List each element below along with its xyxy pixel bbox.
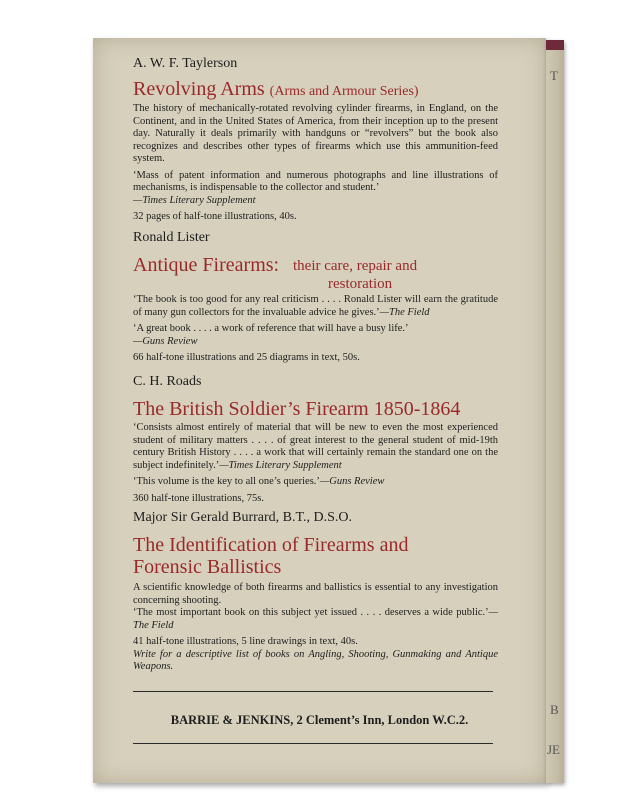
review-quote xyxy=(133,170,498,208)
review-text: ‘Consists almost entirely of material that will be new to even the most experienced student of military matters . . . . of great interest to the general student of mid-19th century British History . . . . a work that will certainly remain the standard one on the subject indefinitely.’ xyxy=(133,422,498,471)
book-details: 360 half-tone illustrations, 75s. xyxy=(133,492,264,504)
review-quote xyxy=(133,323,498,348)
spine-letter: T xyxy=(550,68,558,83)
divider-rule xyxy=(133,691,493,692)
review-source: —Times Literary Supplement xyxy=(133,194,256,206)
spine-letter: JE xyxy=(547,742,560,757)
author-name: Major Sir Gerald Burrard, B.T., D.S.O. xyxy=(133,510,353,525)
book-title-main: Antique Firearms: xyxy=(133,254,280,276)
book-details: 66 half-tone illustrations and 25 diagrams in text, 50s. xyxy=(133,352,360,363)
review-text: ‘This volume is the key to all one’s queries.’ xyxy=(133,476,320,487)
book-jacket-back xyxy=(93,38,546,783)
book-subtitle-line1: their care, repair and xyxy=(293,258,418,274)
review-source: —Guns Review xyxy=(319,476,385,487)
review-quote xyxy=(133,476,498,489)
author-name: Ronald Lister xyxy=(133,230,210,245)
spine-letter: B xyxy=(550,702,559,717)
book-title xyxy=(133,78,498,103)
review-text: ‘A great book . . . . a work of reference that will have a busy life.’ xyxy=(133,323,409,334)
author-name: A. W. F. Taylerson xyxy=(133,56,238,71)
catalogue-note: Write for a descriptive list of books on Angling, Shooting, Gunmaking and Antique Weapons. xyxy=(133,648,498,672)
review-source: —Guns Review xyxy=(133,335,198,347)
book-entry-british-soldiers-firearm xyxy=(133,374,498,505)
book-title-line1: The Identification of Firearms and xyxy=(133,534,409,556)
book-title xyxy=(133,254,498,294)
review-text: ‘The most important book on this subject yet issued . . . . deserves a wide public.’ xyxy=(133,607,489,618)
review-quote xyxy=(133,607,498,632)
book-title xyxy=(133,534,498,578)
publisher-imprint: BARRIE & JENKINS, 2 Clement’s Inn, London W.C.2. xyxy=(170,713,469,727)
review-source: —The Field xyxy=(133,607,498,631)
book-title-main: Revolving Arms xyxy=(133,78,265,100)
review-source: —Times Literary Supplement xyxy=(219,459,342,471)
author-name: C. H. Roads xyxy=(133,374,202,389)
book-spine-edge xyxy=(546,40,564,783)
divider-rule xyxy=(133,743,493,744)
book-entry-revolving-arms xyxy=(133,56,498,224)
book-title: The British Soldier’s Firearm 1850-1864 xyxy=(133,398,461,420)
book-entry-identification-of-firearms xyxy=(133,510,498,674)
spine-top-band xyxy=(546,40,564,50)
book-details: 32 pages of half-tone illustrations, 40s. xyxy=(133,211,297,222)
book-subtitle-line2: restoration xyxy=(328,276,393,292)
review-quote xyxy=(133,422,498,472)
book-title-line2: Forensic Ballistics xyxy=(133,556,282,578)
book-entry-antique-firearms xyxy=(133,230,498,365)
review-text: ‘Mass of patent information and numerous photographs and line illustrations of mechanisms, is indispensable to the collector and student.’ xyxy=(133,169,498,193)
book-series: (Arms and Armour Series) xyxy=(269,84,419,99)
book-description: The history of mechanically-rotated revolving cylinder firearms, in England, on the Continent, and in the United States of America, from their inception up to the present day. Naturally it deals primarily with handguns or “revolvers” but the book also recognizes and describes other types of firearms which use this ammunition-feed system. xyxy=(133,103,498,164)
review-quote xyxy=(133,294,498,319)
review-text: ‘The book is too good for any real criticism . . . . Ronald Lister will earn the gratitude of many gun collectors for the invaluable advice he gives.’ xyxy=(133,294,498,318)
book-description: A scientific knowledge of both firearms and ballistics is essential to any investigation concerning shooting. xyxy=(133,582,498,606)
book-details: 41 half-tone illustrations, 5 line drawings in text, 40s. xyxy=(133,636,358,647)
review-source: —The Field xyxy=(379,306,430,318)
